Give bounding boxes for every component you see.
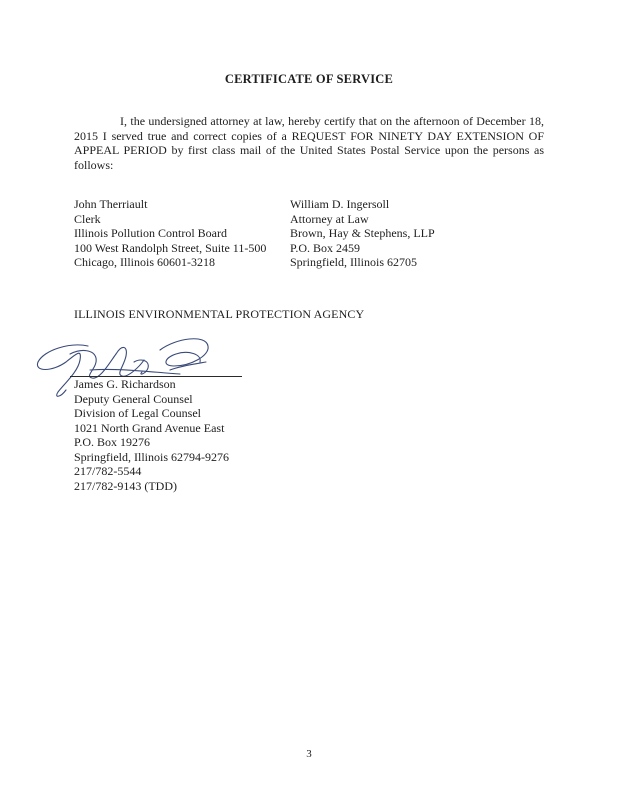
address-line: Attorney at Law: [290, 211, 369, 226]
recipient-address-left: [74, 197, 266, 270]
address-line: Clerk: [74, 211, 101, 226]
address-line: Brown, Hay & Stephens, LLP: [290, 226, 435, 240]
signer-line: 217/782-9143 (TDD): [74, 478, 177, 493]
recipient-address-right: [290, 197, 435, 270]
address-line: William D. Ingersoll: [290, 197, 390, 211]
address-line: Chicago, Illinois 60601-3218: [74, 255, 215, 269]
signer-line: Division of Legal Counsel: [74, 406, 201, 420]
address-line: Illinois Pollution Control Board: [74, 226, 228, 240]
signer-line: James G. Richardson: [74, 377, 176, 391]
address-line: John Therriault: [74, 197, 148, 211]
signer-line: 217/782-5544: [74, 464, 142, 478]
agency-name: ILLINOIS ENVIRONMENTAL PROTECTION AGENCY: [74, 307, 365, 321]
signer-line: 1021 North Grand Avenue East: [74, 420, 225, 435]
signer-line: Deputy General Counsel: [74, 391, 193, 406]
certification-paragraph: I, the undersigned attorney at law, hereby certify that on the afternoon of December 18, 2015 I served true and correct copies of a REQUEST FOR NINETY DAY EXTENSION OF APPEAL PERIOD by first class mail of the United States Postal Service upon the persons as follows:: [74, 114, 544, 172]
signer-line: P.O. Box 19276: [74, 435, 151, 449]
page-number: 3: [306, 748, 312, 760]
address-line: P.O. Box 2459: [290, 240, 361, 255]
signer-line: Springfield, Illinois 62794-9276: [74, 449, 229, 464]
address-line: Springfield, Illinois 62705: [290, 255, 417, 269]
signer-block: [74, 377, 229, 493]
document-title: CERTIFICATE OF SERVICE: [224, 72, 394, 86]
address-line: 100 West Randolph Street, Suite 11-500: [74, 240, 267, 255]
